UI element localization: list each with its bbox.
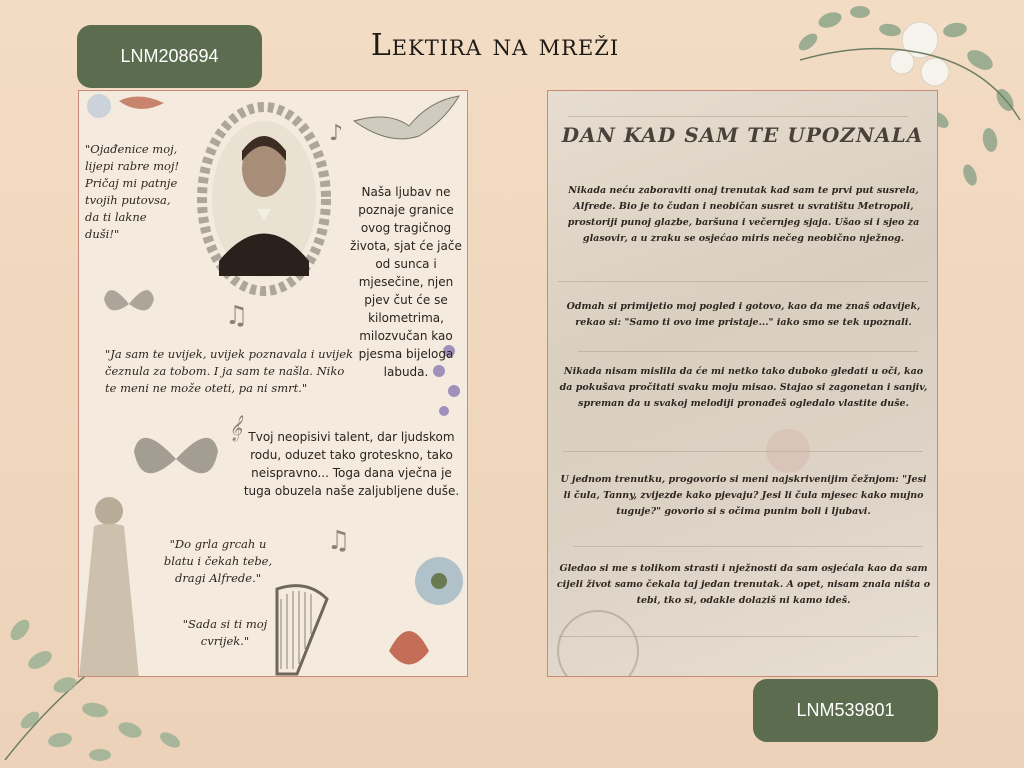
letter-paragraph: Nikada neću zaboraviti onaj trenutak kad sam te prvi put susrela, Alfrede. Bio je to čudan i neobičan susret u svratištu Metropoli, prostoriji punoj glazbe, baršuna i večernjeg sjaja. Ušao si i sjeo za glasovir, a u zraku se osjećao miris nečeg neobično nježnog. xyxy=(567,185,920,244)
letter-title: DAN KAD SAM TE UPOZNALA xyxy=(561,123,924,147)
letter-paragraph: Odmah si primijetio moj pogled i gotovo, kao da me znaš odavijek, rekao si: "Samo ti ovo ime pristaje..." iako smo se tek upoznali. xyxy=(566,301,921,328)
moth-illustration xyxy=(131,421,221,496)
music-note-icon: 𝄞 xyxy=(229,416,243,441)
portrait-wreath-illustration xyxy=(189,91,339,306)
code-badge-left-text: LNM208694 xyxy=(120,46,219,66)
music-note-icon: ♫ xyxy=(327,526,351,556)
flower-illustration xyxy=(79,91,169,136)
music-note-icon: ♪ xyxy=(329,121,344,146)
quote-text: "Sada si ti moj cvrijek." xyxy=(182,617,268,648)
music-note-icon: ♫ xyxy=(225,301,249,331)
paragraph-text: Naša ljubav ne poznaje granice ovog tragičnog života, sjat će jače od sunca i mjesečine, njen pjev čut će se kilometrima, milozvučan kao pjesma bijeloga labuda. xyxy=(350,185,462,379)
passionflower-illustration xyxy=(379,551,468,677)
paragraph-text: Tvoj neopisivi talent, dar ljudskom rodu, oduzet tako groteskno, tako neispravno... Toga dana vječna je tuga obuzela naše zaljubljene duše. xyxy=(243,430,460,498)
harp-illustration xyxy=(267,579,337,677)
letter-paragraph: Nikada nisam mislila da će mi netko tako duboko gledati u oči, kao da pokušava pročitati svaku moju misao. Stajao si zagonetan i sanjiv, spreman da u svakoj melodiji pronađeš ogledalo vlastite duše. xyxy=(559,366,928,409)
lady-figure-illustration xyxy=(79,491,154,677)
butterfly-illustration xyxy=(99,279,159,329)
quote-text: "Ojađenice moj, lijepi rabre moj! Pričaj mi patnje tvojih putovsa, da ti lakne duši!" xyxy=(85,142,180,241)
code-badge-right-text: LNM539801 xyxy=(796,700,895,720)
left-collage-page xyxy=(78,90,468,677)
compass-illustration xyxy=(553,606,653,677)
bird-illustration xyxy=(349,91,464,161)
quote-text: "Ja sam te uvijek, uvijek poznavala i uvijek čeznula za tobom. I ja sam te našla. Niko te meni ne može oteti, pa ni smrt." xyxy=(105,347,354,395)
page-title: Lektira na mreži xyxy=(370,28,620,63)
right-letter-page xyxy=(547,90,938,677)
letter-paragraph: U jednom trenutku, progovorio si meni najskrivenijim čežnjom: "Jesi li čula, Tanny, zvijezde kako pjevaju? Jesi li čula mjesec kako mujno tuguje?" govorio si s očima punim boli i ljubavi. xyxy=(560,474,927,517)
quote-text: "Do grla grcah u blatu i čekah tebe, dragi Alfrede." xyxy=(163,537,273,585)
code-badge-left xyxy=(77,25,262,88)
code-badge-right xyxy=(753,679,938,742)
letter-paragraph: Gledao si me s tolikom strasti i nježnosti da sam osjećala kao da sam cijeli život samo čekala taj jedan trenutak. A opet, nisam znala ništa o tebi, tko si, odakle dolaziš ni kamo ideš. xyxy=(556,563,931,606)
